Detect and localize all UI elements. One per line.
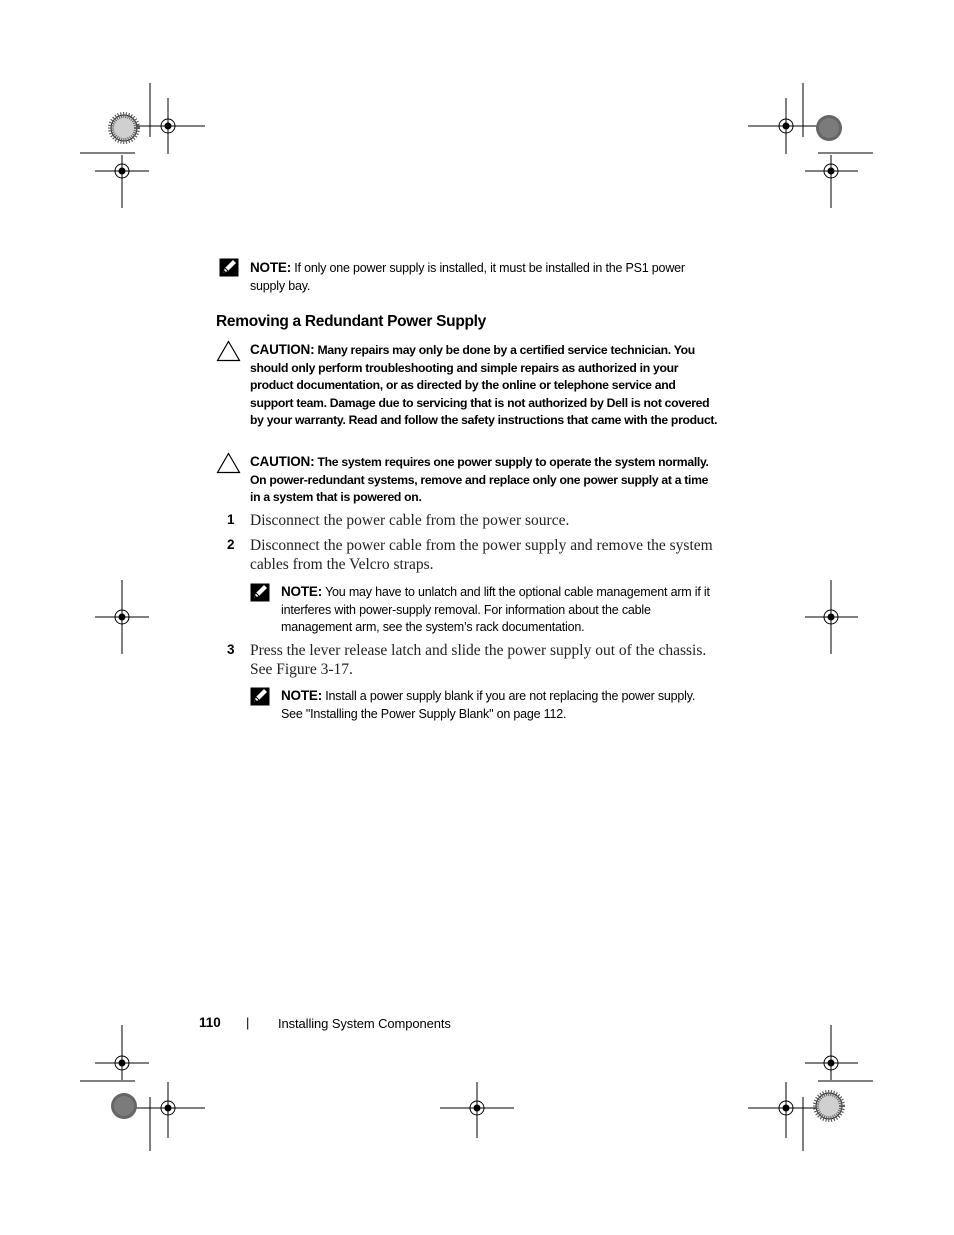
note-2 xyxy=(281,583,719,637)
caution-text: The system requires one power supply to operate the system normally. On power-redundant systems, remove and replace only one power supply at a time in a system that is powered on. xyxy=(250,455,709,504)
pencil-note-icon xyxy=(219,258,239,277)
note-label: NOTE: xyxy=(250,260,291,275)
step-number: 2 xyxy=(227,537,235,552)
pencil-note-icon xyxy=(250,687,270,706)
pencil-note-icon xyxy=(250,583,270,602)
footer-section-title: Installing System Components xyxy=(278,1016,451,1031)
caution-text: Many repairs may only be done by a certified service technician. You should only perform troubleshooting and simple repairs as authorized in your product documentation, or as directed by the online or telephone service and support team. Damage due to servicing that is not authorized by Dell is not covered by your warranty. Read and follow the safety instructions that came with the product. xyxy=(250,343,718,427)
caution-label: CAUTION: xyxy=(250,342,315,357)
note-3 xyxy=(281,687,719,723)
note-text: If only one power supply is installed, it must be installed in the PS1 power supply bay. xyxy=(250,261,685,293)
note-text: Install a power supply blank if you are not replacing the power supply. See "Installing the Power Supply Blank" on page 112. xyxy=(281,689,696,721)
step-text: Press the lever release latch and slide the power supply out of the chassis. See Figure 3-17. xyxy=(250,642,707,678)
section-heading: Removing a Redundant Power Supply xyxy=(216,313,486,330)
footer-separator: | xyxy=(246,1015,250,1030)
caution-triangle-icon xyxy=(216,340,241,362)
note-1 xyxy=(250,259,718,295)
page-number: 110 xyxy=(199,1015,221,1030)
step-text: Disconnect the power cable from the power source. xyxy=(250,512,570,529)
caution-1 xyxy=(250,341,720,430)
step-number: 1 xyxy=(227,512,235,527)
note-label: NOTE: xyxy=(281,688,322,703)
note-text: You may have to unlatch and lift the optional cable management arm if it interferes with power-supply removal. For information about the cable management arm, see the system’s rack documentation. xyxy=(281,585,710,634)
caution-label: CAUTION: xyxy=(250,454,315,469)
caution-2 xyxy=(250,453,720,507)
caution-triangle-icon xyxy=(216,452,241,474)
step-number: 3 xyxy=(227,642,235,657)
step-text: Disconnect the power cable from the power supply and remove the system cables from the Velcro straps. xyxy=(250,537,713,573)
note-label: NOTE: xyxy=(281,584,322,599)
